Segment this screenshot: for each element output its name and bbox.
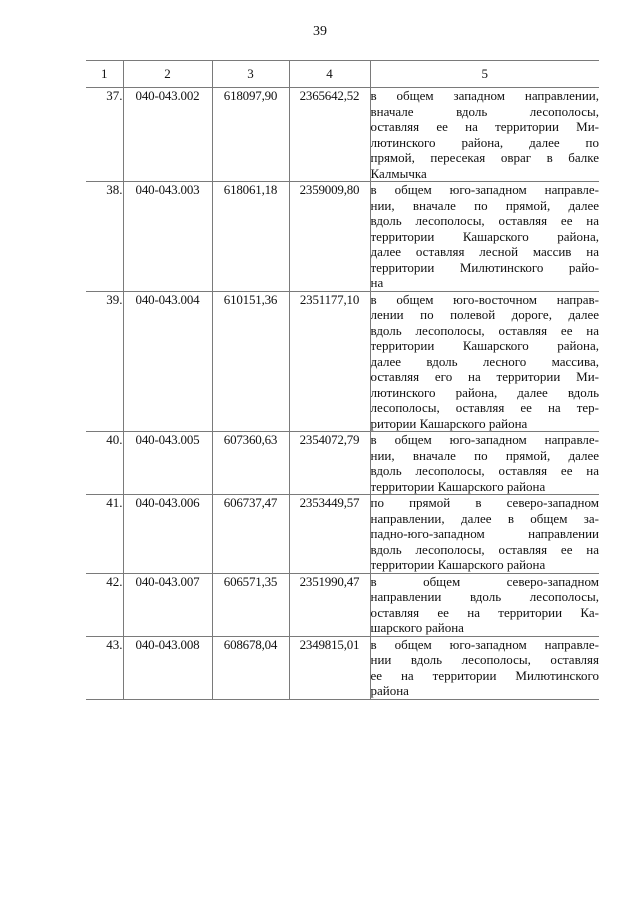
coordinate-x-cell: 618097,90 xyxy=(212,88,289,182)
point-code-cell: 040-043.002 xyxy=(123,88,212,182)
point-code-cell: 040-043.005 xyxy=(123,432,212,495)
coordinate-y-cell: 2349815,01 xyxy=(289,636,370,699)
table-row xyxy=(86,495,599,574)
description-line: нии вдоль лесополосы, оставляя xyxy=(370,652,599,667)
coordinate-y-cell: 2365642,52 xyxy=(289,88,370,182)
description-line: вдоль лесополосы, оставляя ее на xyxy=(370,322,599,338)
row-number-cell: 38. xyxy=(86,182,123,292)
header-col-5: 5 xyxy=(370,61,599,88)
description-line: ее на территории Милютинского xyxy=(370,667,599,683)
description-line: территории Кашарского района xyxy=(370,557,546,572)
description-line: лении по полевой дороге, далее xyxy=(370,307,599,322)
coordinate-y-cell: 2354072,79 xyxy=(289,432,370,495)
table-row xyxy=(86,291,599,432)
description-line: вначале вдоль лесополосы, xyxy=(370,103,599,119)
header-col-1: 1 xyxy=(86,61,123,88)
point-code-cell: 040-043.003 xyxy=(123,182,212,292)
description-line: ритории Кашарского района xyxy=(370,415,528,431)
description-line: в общем западном направлении, xyxy=(370,88,599,103)
description-line: оставляя ее на территории Ка- xyxy=(370,604,599,620)
description-line: территории Кашарского района, xyxy=(370,228,599,244)
row-number-cell: 42. xyxy=(86,573,123,636)
coordinate-y-cell: 2351177,10 xyxy=(289,291,370,432)
description-line: далее вдоль лесного массива, xyxy=(370,353,599,369)
coordinate-x-cell: 610151,36 xyxy=(212,291,289,432)
table-row xyxy=(86,182,599,292)
description-line: территории Кашарского района xyxy=(370,478,546,494)
description-line: нии, вначале по прямой, далее xyxy=(370,447,599,463)
description-line: лютинского района, далее вдоль xyxy=(370,384,599,400)
description-line: падно-юго-западном направлении xyxy=(370,526,599,541)
table-row xyxy=(86,573,599,636)
table-header xyxy=(86,61,599,88)
coordinate-x-cell: 618061,18 xyxy=(212,182,289,292)
description-line: в общем северо-западном xyxy=(370,573,599,589)
page-number: 39 xyxy=(313,24,327,39)
boundary-table xyxy=(86,60,599,700)
description-line: нии, вначале по прямой, далее xyxy=(370,197,599,213)
description-line: территории Милютинского райо- xyxy=(370,259,599,275)
description-line: в общем юго-западном направле- xyxy=(370,182,599,197)
point-code-cell: 040-043.008 xyxy=(123,636,212,699)
table-row xyxy=(86,432,599,495)
row-number-cell: 40. xyxy=(86,432,123,495)
description-line: шарского района xyxy=(370,620,464,635)
row-number-cell: 37. xyxy=(86,88,123,182)
description-line: лютинского района, далее по xyxy=(370,134,599,150)
point-code-cell: 040-043.007 xyxy=(123,573,212,636)
coordinate-y-cell: 2359009,80 xyxy=(289,182,370,292)
table-row xyxy=(86,636,599,699)
boundary-description-cell xyxy=(370,432,599,495)
boundary-description-cell xyxy=(370,88,599,182)
description-line: в общем юго-западном направле- xyxy=(370,636,599,652)
description-line: направлении вдоль лесополосы, xyxy=(370,589,599,604)
header-row xyxy=(86,61,599,88)
description-line: оставляя его на территории Ми- xyxy=(370,369,599,384)
description-line: в общем юго-восточном направ- xyxy=(370,291,599,307)
description-line: лесополосы, оставляя ее на тер- xyxy=(370,400,599,415)
description-line: по прямой в северо-западном xyxy=(370,495,599,510)
description-line: вдоль лесополосы, оставляя ее на xyxy=(370,213,599,228)
description-line: Калмычка xyxy=(370,165,427,181)
description-line: вдоль лесополосы, оставляя ее на xyxy=(370,541,599,557)
description-line: в общем юго-западном направле- xyxy=(370,432,599,447)
boundary-description-cell xyxy=(370,182,599,292)
coordinate-x-cell: 608678,04 xyxy=(212,636,289,699)
description-line: на xyxy=(370,275,384,290)
coordinate-x-cell: 607360,63 xyxy=(212,432,289,495)
description-line: далее оставляя лесной массив на xyxy=(370,244,599,259)
header-col-4: 4 xyxy=(289,61,370,88)
description-line: территории Кашарского района, xyxy=(370,338,599,353)
description-line: района xyxy=(370,683,409,698)
header-col-3: 3 xyxy=(212,61,289,88)
boundary-description-cell xyxy=(370,636,599,699)
coordinate-y-cell: 2351990,47 xyxy=(289,573,370,636)
coordinate-y-cell: 2353449,57 xyxy=(289,495,370,574)
row-number-cell: 41. xyxy=(86,495,123,574)
table-body xyxy=(86,88,599,700)
description-line: вдоль лесополосы, оставляя ее на xyxy=(370,463,599,478)
description-line: оставляя ее на территории Ми- xyxy=(370,119,599,134)
header-col-2: 2 xyxy=(123,61,212,88)
point-code-cell: 040-043.006 xyxy=(123,495,212,574)
point-code-cell: 040-043.004 xyxy=(123,291,212,432)
boundary-description-cell xyxy=(370,291,599,432)
row-number-cell: 43. xyxy=(86,636,123,699)
boundary-description-cell xyxy=(370,573,599,636)
row-number-cell: 39. xyxy=(86,291,123,432)
description-line: прямой, пересекая овраг в балке xyxy=(370,150,599,165)
coordinate-x-cell: 606737,47 xyxy=(212,495,289,574)
coordinate-x-cell: 606571,35 xyxy=(212,573,289,636)
boundary-description-cell xyxy=(370,495,599,574)
description-line: направлении, далее в общем за- xyxy=(370,510,599,526)
table-row xyxy=(86,88,599,182)
